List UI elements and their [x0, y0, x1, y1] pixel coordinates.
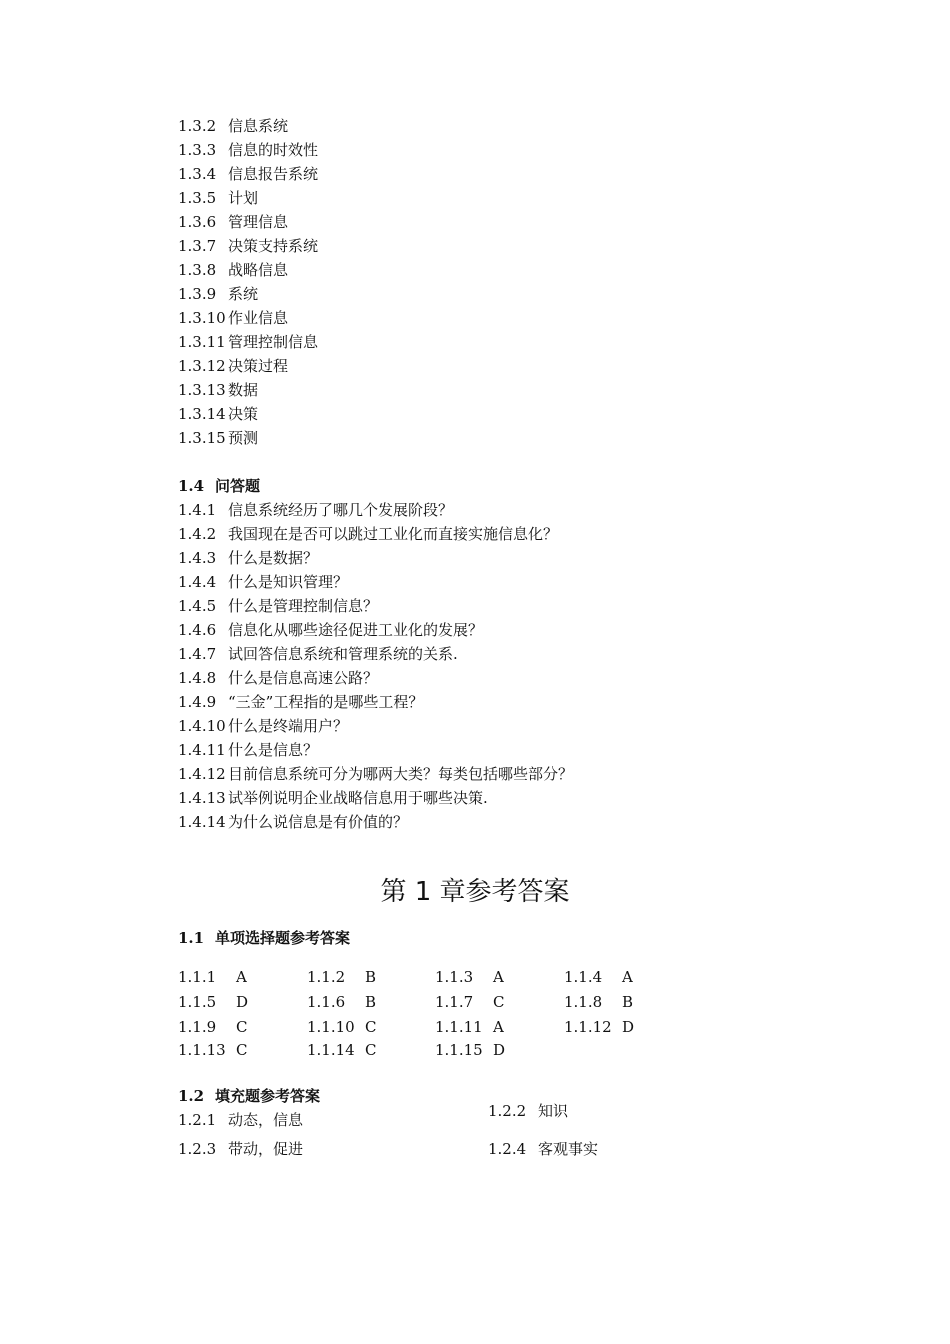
item-number: 1.4.5: [178, 597, 217, 615]
term-item: [178, 306, 288, 330]
answer-number: 1.1.14: [307, 1041, 355, 1059]
answer-number: 1.1.11: [435, 1018, 483, 1036]
answer-number: 1.2.3: [178, 1140, 217, 1158]
item-number: 1.3.14: [178, 405, 226, 423]
question-item: [178, 546, 318, 570]
item-text: 什么是管理控制信息？: [228, 597, 379, 615]
item-text: 信息化从哪些途径促进工业化的发展？: [228, 621, 484, 639]
answer-cell: [435, 965, 504, 989]
fill-answer: [488, 1137, 598, 1161]
item-text: 决策支持系统: [228, 237, 319, 255]
item-text: 信息系统经历了哪几个发展阶段？: [228, 501, 454, 519]
section-title: 单项选择题参考答案: [215, 929, 351, 947]
answer-value: A: [622, 968, 633, 986]
answer-value: B: [622, 993, 634, 1011]
item-text: 试回答信息系统和管理系统的关系.: [228, 645, 458, 663]
question-item: [178, 594, 378, 618]
answer-number: 1.1.9: [178, 1018, 217, 1036]
answer-number: 1.1.7: [435, 993, 474, 1011]
section-number: 1.1: [178, 929, 205, 947]
item-text: “三金”工程指的是哪些工程？: [228, 693, 424, 711]
answer-value: A: [493, 1018, 504, 1036]
answer-value: 带动，促进: [228, 1140, 304, 1158]
answer-cell: [178, 1038, 247, 1062]
item-text: 信息报告系统: [228, 165, 319, 183]
item-number: 1.3.7: [178, 237, 217, 255]
term-item: [178, 426, 258, 450]
item-number: 1.4.14: [178, 813, 226, 831]
answer-number: 1.1.4: [564, 968, 603, 986]
item-number: 1.4.2: [178, 525, 217, 543]
fill-answer: [488, 1099, 568, 1123]
term-item: [178, 354, 288, 378]
question-item: [178, 666, 378, 690]
item-number: 1.3.6: [178, 213, 217, 231]
answer-cell: [178, 965, 247, 989]
answer-number: 1.1.3: [435, 968, 474, 986]
term-item: [178, 378, 258, 402]
question-item: [178, 738, 318, 762]
term-item: [178, 234, 318, 258]
item-number: 1.4.11: [178, 741, 226, 759]
item-text: 什么是知识管理？: [228, 573, 349, 591]
question-item: [178, 522, 558, 546]
item-number: 1.4.6: [178, 621, 217, 639]
answer-number: 1.2.4: [488, 1140, 527, 1158]
item-number: 1.4.3: [178, 549, 217, 567]
item-text: 决策过程: [228, 357, 289, 375]
item-number: 1.4.8: [178, 669, 217, 687]
chapter-title: 第 1 章参考答案: [380, 877, 570, 907]
fill-answer: [178, 1137, 303, 1161]
item-number: 1.3.4: [178, 165, 217, 183]
section-heading-mc: [178, 926, 350, 950]
item-number: 1.3.11: [178, 333, 226, 351]
answer-number: 1.1.2: [307, 968, 346, 986]
item-text: 数据: [228, 381, 259, 399]
item-number: 1.4.10: [178, 717, 226, 735]
section-title: 问答题: [215, 477, 261, 495]
section-number: 1.4: [178, 477, 205, 495]
item-text: 目前信息系统可分为哪两大类？每类包括哪些部分？: [228, 765, 574, 783]
answer-value: C: [493, 993, 505, 1011]
answer-cell: [178, 990, 248, 1014]
item-number: 1.4.13: [178, 789, 226, 807]
item-text: 战略信息: [228, 261, 289, 279]
term-item: [178, 258, 288, 282]
answer-value: A: [493, 968, 504, 986]
answer-number: 1.1.13: [178, 1041, 226, 1059]
answer-value: C: [236, 1041, 248, 1059]
item-number: 1.3.10: [178, 309, 226, 327]
question-item: [178, 618, 483, 642]
section-number: 1.2: [178, 1087, 205, 1105]
item-text: 为什么说信息是有价值的？: [228, 813, 409, 831]
answer-cell: [307, 990, 376, 1014]
item-number: 1.3.3: [178, 141, 217, 159]
answer-value: 知识: [538, 1102, 569, 1120]
answer-cell: [564, 965, 633, 989]
term-item: [178, 282, 258, 306]
answer-number: 1.1.10: [307, 1018, 355, 1036]
term-item: [178, 402, 258, 426]
answer-value: D: [236, 993, 249, 1011]
answer-value: D: [493, 1041, 506, 1059]
answer-value: B: [365, 993, 377, 1011]
item-number: 1.3.12: [178, 357, 226, 375]
answer-cell: [435, 1015, 504, 1039]
item-number: 1.3.15: [178, 429, 226, 447]
answer-value: C: [236, 1018, 248, 1036]
item-text: 什么是信息高速公路？: [228, 669, 379, 687]
answer-number: 1.1.1: [178, 968, 217, 986]
fill-answer: [178, 1108, 303, 1132]
question-item: [178, 762, 573, 786]
question-item: [178, 498, 453, 522]
item-text: 决策: [228, 405, 259, 423]
item-number: 1.4.9: [178, 693, 217, 711]
answer-cell: [435, 990, 504, 1014]
item-number: 1.3.2: [178, 117, 217, 135]
term-item: [178, 186, 258, 210]
item-text: 试举例说明企业战略信息用于哪些决策.: [228, 789, 488, 807]
item-text: 我国现在是否可以跳过工业化而直接实施信息化？: [228, 525, 559, 543]
item-number: 1.4.12: [178, 765, 226, 783]
item-number: 1.4.4: [178, 573, 217, 591]
item-number: 1.3.9: [178, 285, 217, 303]
item-text: 计划: [228, 189, 259, 207]
item-number: 1.4.7: [178, 645, 217, 663]
term-item: [178, 210, 288, 234]
item-number: 1.3.13: [178, 381, 226, 399]
answer-number: 1.1.6: [307, 993, 346, 1011]
item-text: 什么是数据？: [228, 549, 319, 567]
item-text: 什么是信息？: [228, 741, 319, 759]
item-text: 什么是终端用户？: [228, 717, 349, 735]
item-text: 信息系统: [228, 117, 289, 135]
question-item: [178, 690, 423, 714]
term-item: [178, 138, 318, 162]
answer-cell: [307, 1015, 376, 1039]
answer-number: 1.1.5: [178, 993, 217, 1011]
item-number: 1.4.1: [178, 501, 217, 519]
question-item: [178, 714, 348, 738]
answer-number: 1.1.15: [435, 1041, 483, 1059]
answer-value: C: [365, 1018, 377, 1036]
term-item: [178, 330, 318, 354]
answer-value: B: [365, 968, 377, 986]
answer-number: 1.2.1: [178, 1111, 217, 1129]
item-text: 预测: [228, 429, 259, 447]
item-number: 1.3.8: [178, 261, 217, 279]
question-item: [178, 570, 348, 594]
section-heading-fill: [178, 1084, 320, 1108]
question-item: [178, 786, 488, 810]
item-text: 信息的时效性: [228, 141, 319, 159]
answer-value: D: [622, 1018, 635, 1036]
section-title: 填充题参考答案: [215, 1087, 321, 1105]
answer-cell: [178, 1015, 247, 1039]
item-text: 管理信息: [228, 213, 289, 231]
answer-value: A: [236, 968, 247, 986]
answer-cell: [307, 965, 376, 989]
answer-number: 1.1.12: [564, 1018, 612, 1036]
question-item: [178, 810, 408, 834]
answer-value: 客观事实: [538, 1140, 599, 1158]
answer-cell: [435, 1038, 505, 1062]
section-heading-qa: [178, 474, 260, 498]
term-item: [178, 114, 288, 138]
item-text: 管理控制信息: [228, 333, 319, 351]
answer-cell: [564, 1015, 634, 1039]
item-text: 作业信息: [228, 309, 289, 327]
answer-number: 1.2.2: [488, 1102, 527, 1120]
answer-value: C: [365, 1041, 377, 1059]
question-item: [178, 642, 458, 666]
item-number: 1.3.5: [178, 189, 217, 207]
answer-value: 动态，信息: [228, 1111, 304, 1129]
answer-number: 1.1.8: [564, 993, 603, 1011]
answer-cell: [307, 1038, 376, 1062]
term-item: [178, 162, 318, 186]
answer-cell: [564, 990, 633, 1014]
item-text: 系统: [228, 285, 259, 303]
